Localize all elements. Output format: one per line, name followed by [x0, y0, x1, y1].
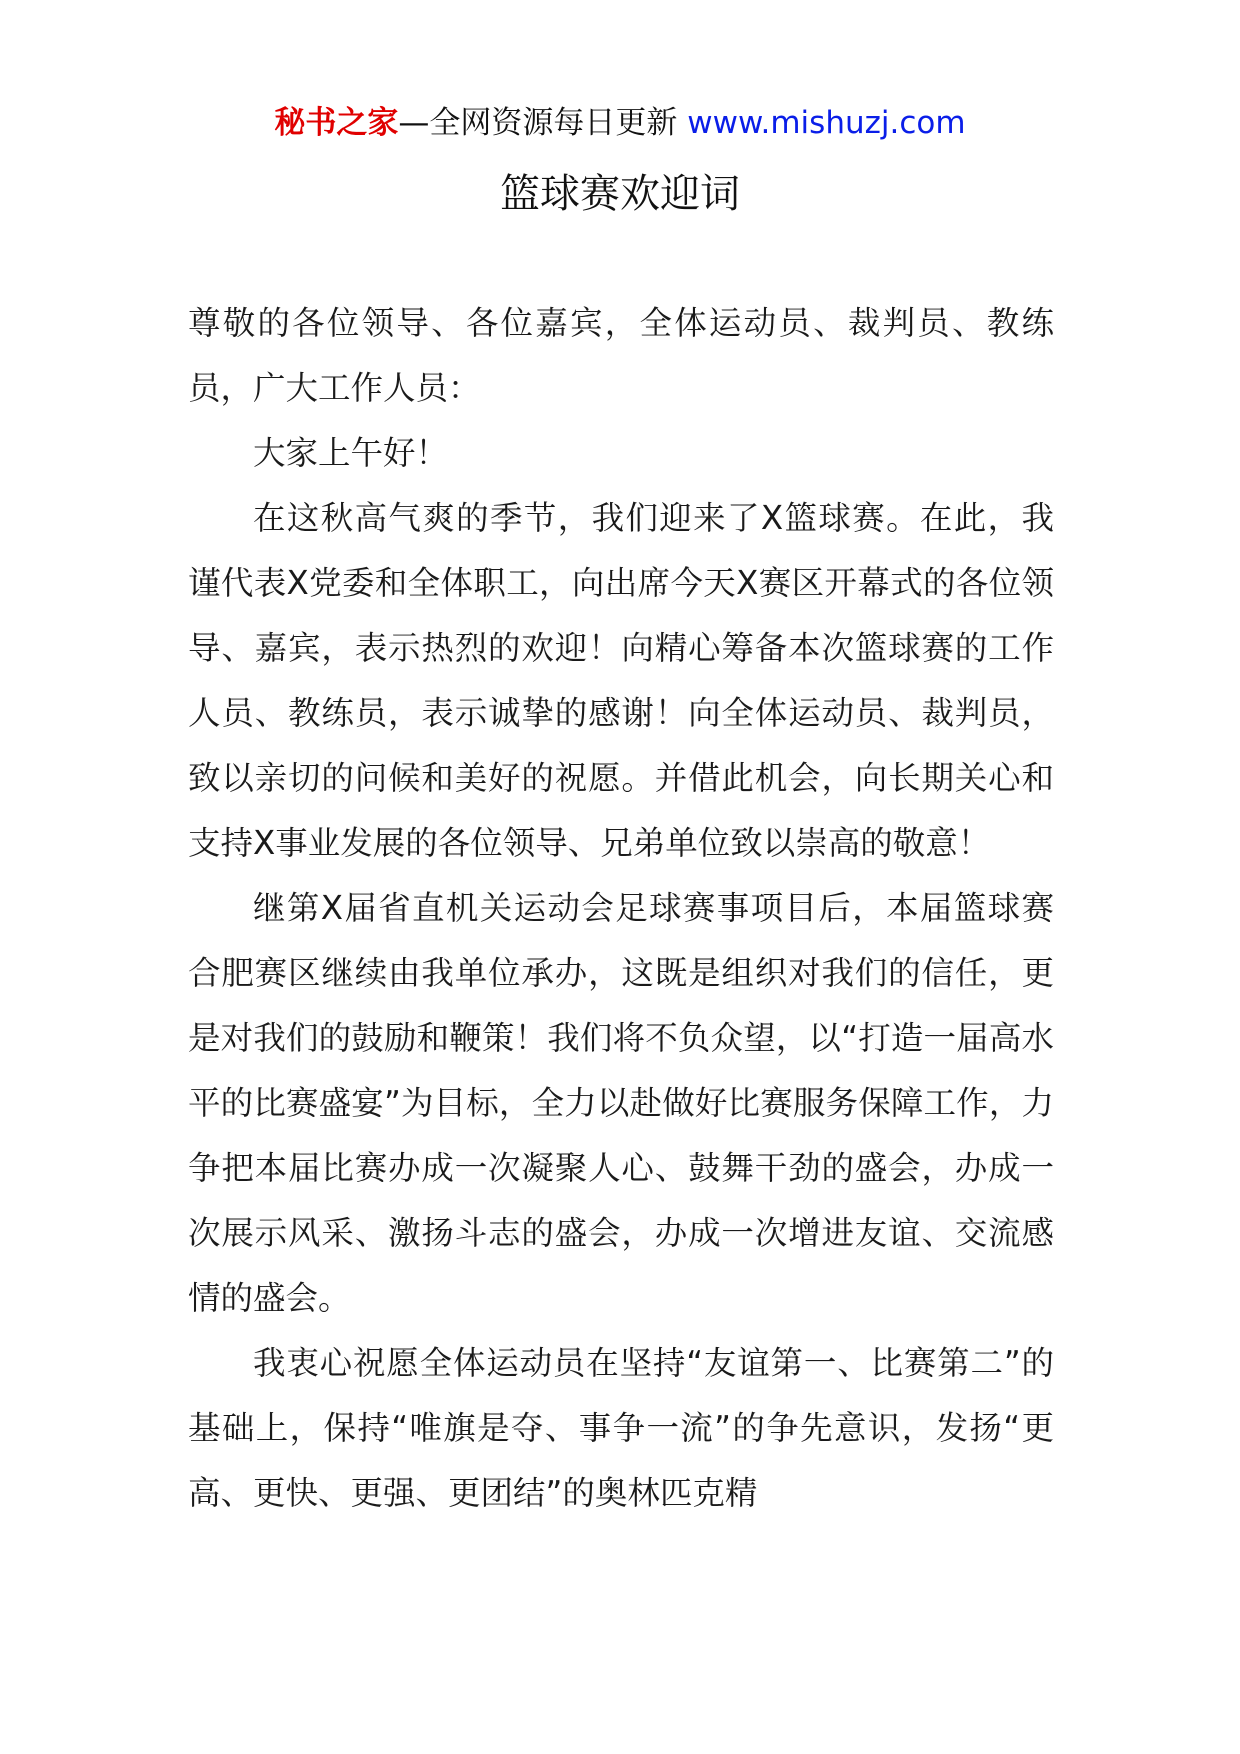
greeting-paragraph: 大家上午好！ [253, 434, 449, 472]
document-title: 篮球赛欢迎词 [500, 171, 740, 217]
salutation-paragraph: 尊敬的各位领导、各位嘉宾，全体运动员、裁判员、教练员，广大工作人员： [188, 304, 1054, 407]
document-body [188, 291, 1054, 1526]
body-paragraph: 在这秋高气爽的季节，我们迎来了X篮球赛。在此，我谨代表X党委和全体职工，向出席今天X赛区开幕式的各位领导、嘉宾，表示热烈的欢迎！向精心筹备本次篮球赛的工作人员、教练员，表示诚挚的感谢！向全体运动员、裁判员，致以亲切的问候和美好的祝愿。并借此机会，向长期关心和支持X事业发展的各位领导、兄弟单位致以崇高的敬意！ [188, 499, 1054, 862]
site-url-link[interactable]: www.mishuzj.com [687, 105, 966, 141]
body-paragraph: 继第X届省直机关运动会足球赛事项目后，本届篮球赛合肥赛区继续由我单位承办，这既是组织对我们的信任，更是对我们的鼓励和鞭策！我们将不负众望，以“打造一届高水平的比赛盛宴”为目标，全力以赴做好比赛服务保障工作，力争把本届比赛办成一次凝聚人心、鼓舞干劲的盛会，办成一次展示风采、激扬斗志的盛会，办成一次增进友谊、交流感情的盛会。 [188, 889, 1054, 1317]
body-paragraph: 我衷心祝愿全体运动员在坚持“友谊第一、比赛第二”的基础上，保持“唯旗是夺、事争一流”的争先意识，发扬“更高、更快、更强、更团结”的奥林匹克精 [188, 1344, 1054, 1512]
site-tagline: —全网资源每日更新 [398, 105, 678, 141]
site-brand: 秘书之家 [274, 105, 399, 141]
site-header [0, 100, 1240, 146]
